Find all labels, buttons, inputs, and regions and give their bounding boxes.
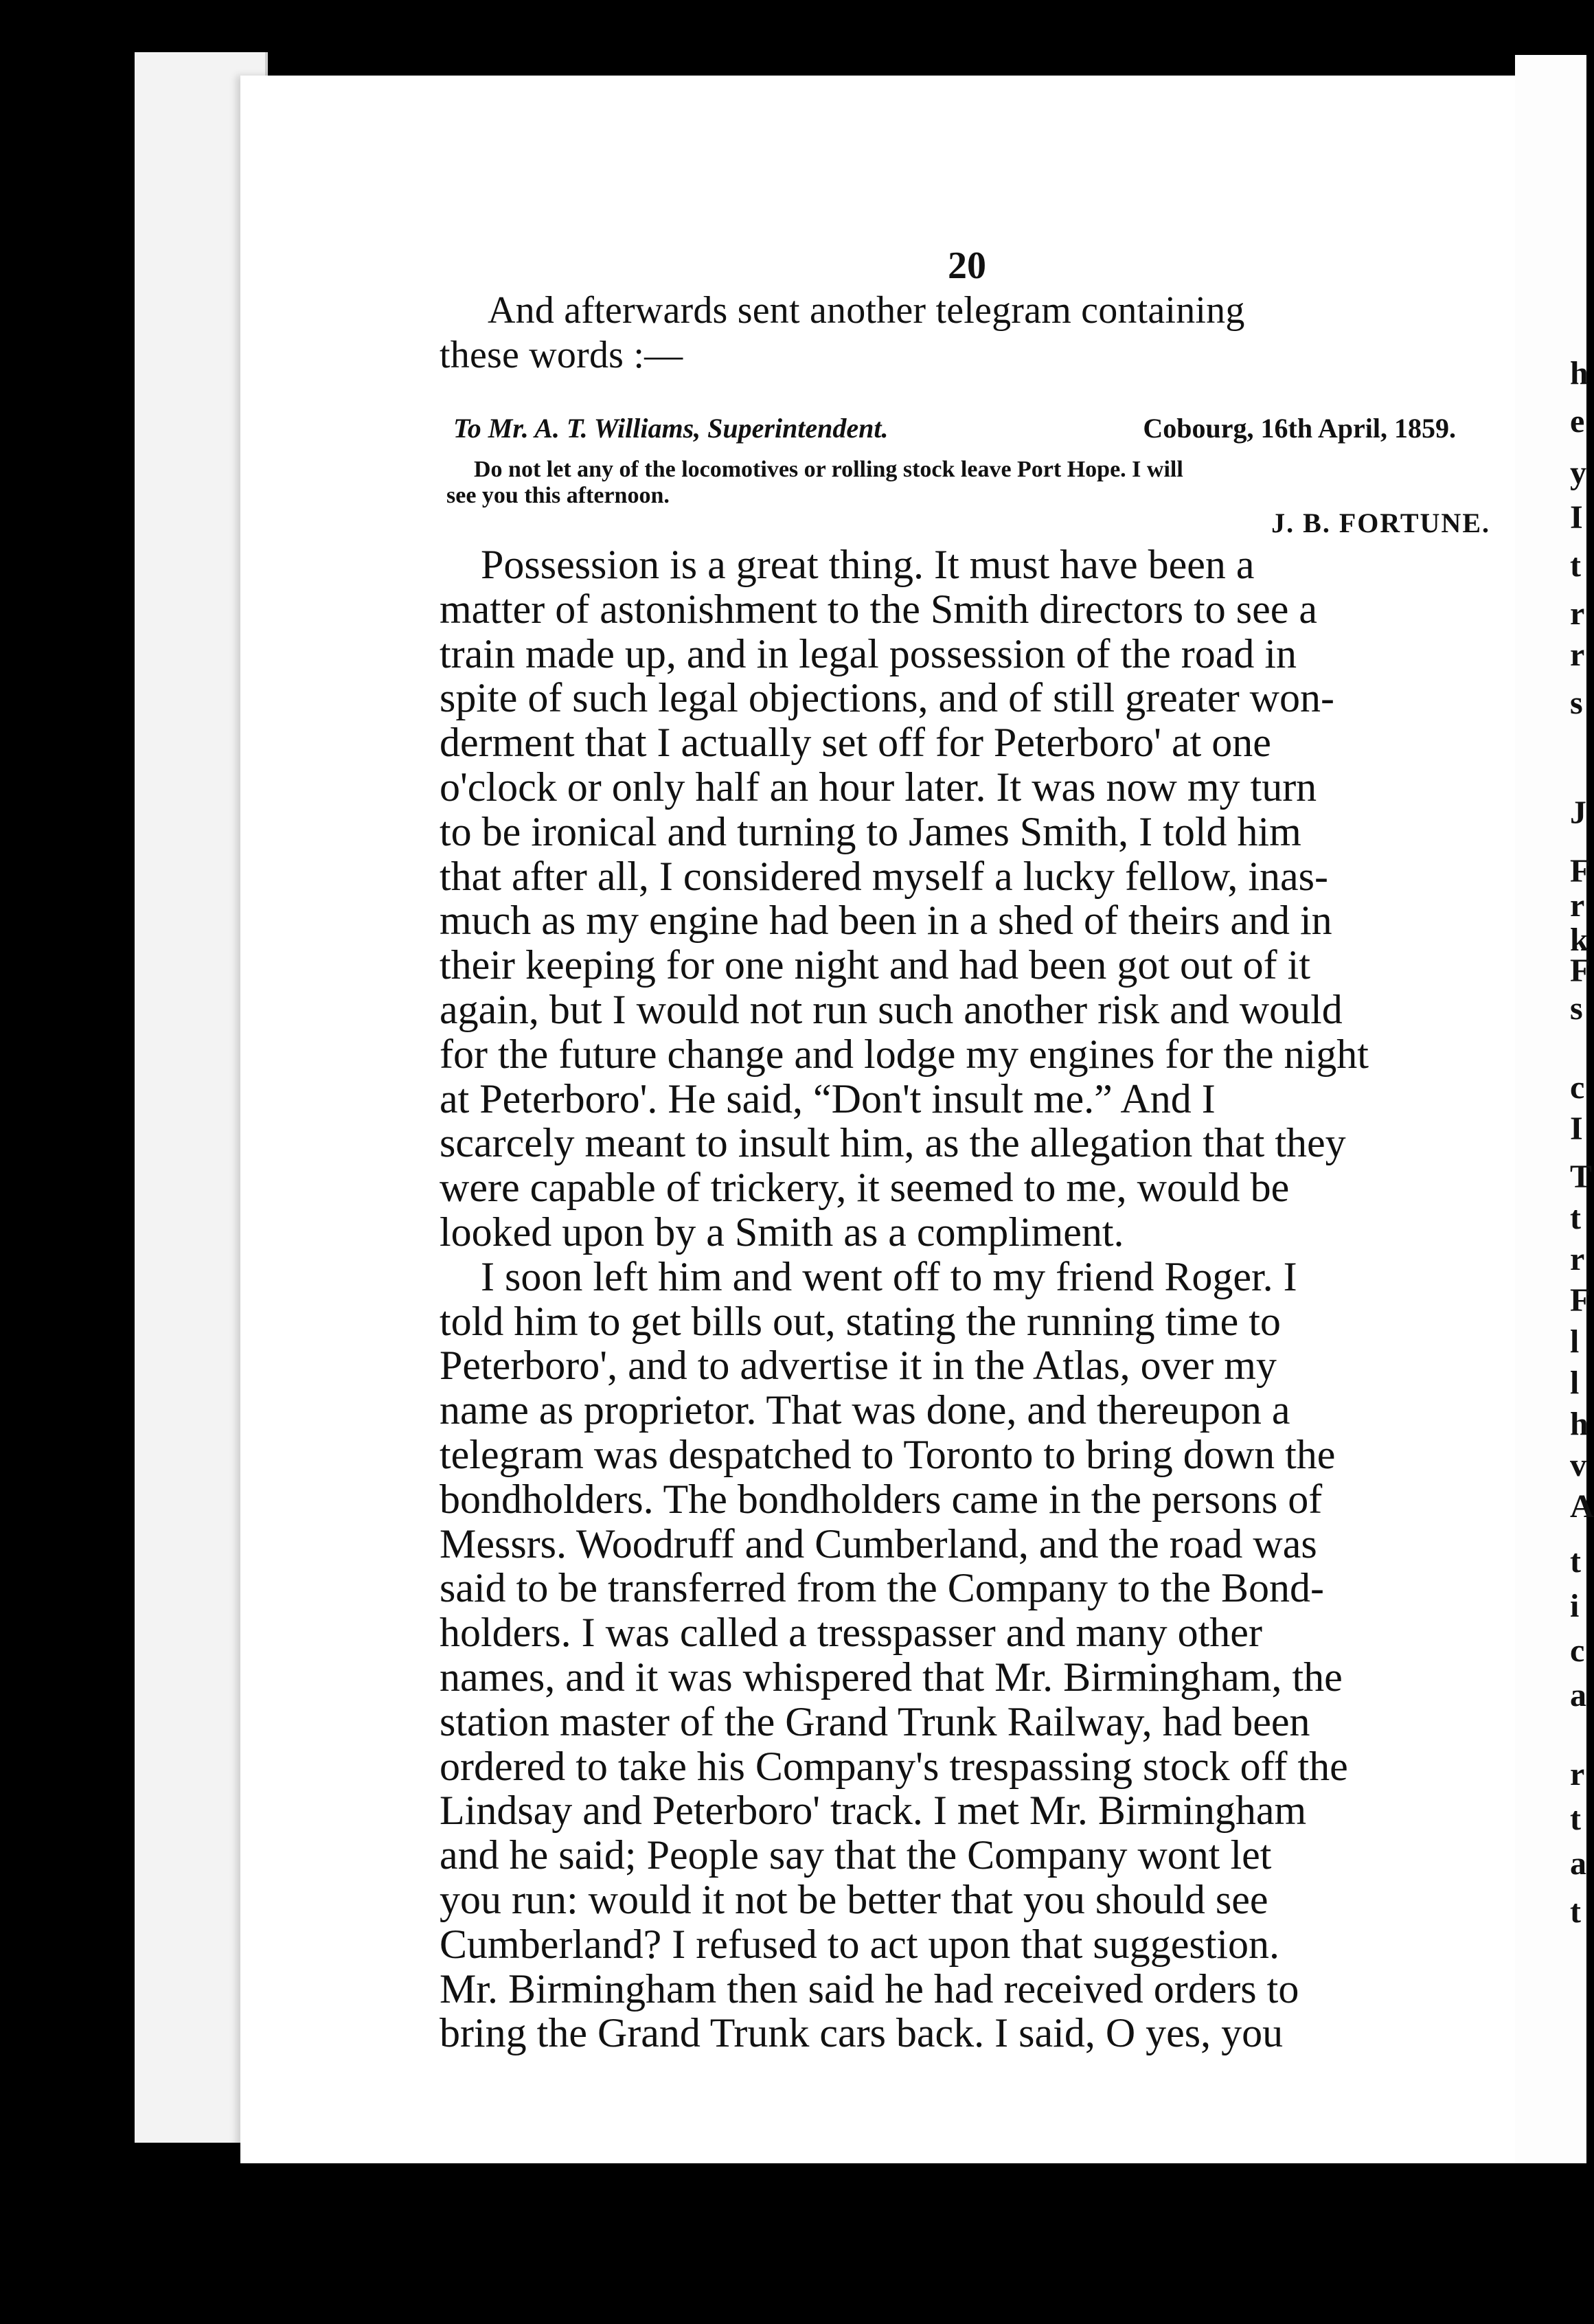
body-line: matter of astonishment to the Smith directors to see a xyxy=(440,586,1318,632)
next-page-edge-letter: s xyxy=(1570,990,1583,1027)
telegram-body xyxy=(446,457,1490,509)
telegram-recipient: To Mr. A. T. Williams, Superintendent. xyxy=(453,413,889,444)
body-line: station master of the Grand Trunk Railway, had been xyxy=(440,1698,1310,1744)
next-page-edge-letter: t xyxy=(1570,1543,1581,1580)
telegram-date: Cobourg, 16th April, 1859. xyxy=(1143,413,1456,444)
body-line: again, but I would not run such another risk and would xyxy=(440,986,1343,1032)
next-page-edge xyxy=(1515,55,1594,2163)
body-line: looked upon by a Smith as a compliment. xyxy=(440,1209,1124,1255)
next-page-edge-letter: r xyxy=(1570,887,1585,924)
body-line: holders. I was called a tresspasser and many other xyxy=(440,1610,1262,1656)
next-page-edge-letter: r xyxy=(1570,1756,1585,1792)
body-line: to be ironical and turning to James Smith, I told him xyxy=(440,808,1301,854)
next-page-edge-letter: F xyxy=(1570,1282,1591,1319)
telegram-line: Do not let any of the locomotives or rolling stock leave Port Hope. I will xyxy=(474,457,1183,482)
next-page-edge-letter: l xyxy=(1570,1365,1580,1401)
intro-line: And afterwards sent another telegram containing xyxy=(488,289,1245,332)
body-line: their keeping for one night and had been got out of it xyxy=(440,942,1310,988)
body-line: you run: would it not be better that you should see xyxy=(440,1876,1268,1922)
body-line: Lindsay and Peterboro' track. I met Mr. Birmingham xyxy=(440,1788,1307,1834)
body-line: Cumberland? I refused to act upon that suggestion. xyxy=(440,1921,1280,1967)
next-page-edge-letter: A xyxy=(1570,1488,1594,1525)
body-line: were capable of trickery, it seemed to me, would be xyxy=(440,1165,1290,1211)
next-page-edge-letter: v xyxy=(1570,1447,1586,1483)
body-line: I soon left him and went off to my friend Roger. I xyxy=(481,1253,1297,1299)
next-page-edge-letter: h xyxy=(1570,355,1589,391)
body-line: at Peterboro'. He said, “Don't insult me.” And I xyxy=(440,1075,1216,1121)
body-line: bondholders. The bondholders came in the persons of xyxy=(440,1476,1323,1522)
next-page-edge-letter: a xyxy=(1570,1677,1586,1713)
body-line: name as proprietor. That was done, and thereupon a xyxy=(440,1387,1290,1433)
next-page-edge-letter: t xyxy=(1570,1801,1581,1837)
next-page-edge-letter: r xyxy=(1570,637,1585,673)
next-page-edge-letter: s xyxy=(1570,685,1583,721)
next-page-edge-letter: c xyxy=(1570,1632,1585,1669)
next-page-edge-letter: t xyxy=(1570,547,1581,584)
body-line: spite of such legal objections, and of still greater won- xyxy=(440,675,1334,721)
next-page-edge-letter: r xyxy=(1570,595,1585,632)
body-line: telegram was despatched to Toronto to bring down the xyxy=(440,1431,1336,1477)
next-page-edge-letter: F xyxy=(1570,953,1591,989)
next-page-edge-letter: l xyxy=(1570,1323,1580,1360)
next-page-edge-letter: h xyxy=(1570,1406,1589,1442)
next-page-edge-letter: a xyxy=(1570,1845,1586,1882)
next-page-edge-letter: t xyxy=(1570,1893,1581,1930)
next-page-edge-letter: k xyxy=(1570,922,1589,958)
next-page-edge-letter: t xyxy=(1570,1200,1581,1236)
body-line: for the future change and lodge my engines for the night xyxy=(440,1031,1369,1077)
body-line: scarcely meant to insult him, as the allegation that they xyxy=(440,1120,1346,1166)
body-line: derment that I actually set off for Peterboro' at one xyxy=(440,720,1271,766)
next-page-edge-letter: T xyxy=(1570,1159,1593,1195)
body-text xyxy=(440,543,1490,2055)
body-line: o'clock or only half an hour later. It was now my turn xyxy=(440,764,1317,810)
body-line: that after all, I considered myself a lucky fellow, inas- xyxy=(440,853,1328,899)
next-page-edge-letter: I xyxy=(1570,499,1583,536)
body-line: train made up, and in legal possession of the road in xyxy=(440,630,1297,676)
telegram-signature: J. B. FORTUNE. xyxy=(1271,508,1490,538)
body-line: said to be transferred from the Company to the Bond- xyxy=(440,1565,1325,1611)
intro-paragraph xyxy=(440,288,1490,377)
body-line: Peterboro', and to advertise it in the Atlas, over my xyxy=(440,1343,1277,1389)
next-page-edge-letter: r xyxy=(1570,1241,1585,1277)
body-line: and he said; People say that the Company wont let xyxy=(440,1832,1272,1878)
next-page-edge-letter: I xyxy=(1570,1110,1583,1147)
body-line: Messrs. Woodruff and Cumberland, and the road was xyxy=(440,1520,1317,1567)
next-page-edge-letter: F xyxy=(1570,853,1591,889)
body-line: names, and it was whispered that Mr. Birmingham, the xyxy=(440,1654,1343,1700)
next-page-edge-letter: e xyxy=(1570,403,1585,440)
next-page-edge-letter: i xyxy=(1570,1588,1580,1624)
body-line: Possession is a great thing. It must have been a xyxy=(481,542,1255,587)
body-line: ordered to take his Company's trespassing stock off the xyxy=(440,1743,1348,1789)
telegram-line: see you this afternoon. xyxy=(446,483,670,508)
telegram-header xyxy=(453,412,1490,444)
intro-line: these words :— xyxy=(440,333,683,376)
page-number: 20 xyxy=(948,244,986,287)
body-line: much as my engine had been in a shed of theirs and in xyxy=(440,898,1332,944)
next-page-edge-letter: J xyxy=(1570,795,1586,831)
next-page-edge-letter: y xyxy=(1570,455,1586,491)
body-line: bring the Grand Trunk cars back. I said, O yes, you xyxy=(440,2010,1284,2056)
next-page-edge-letter: c xyxy=(1570,1069,1585,1106)
body-line: Mr. Birmingham then said he had received orders to xyxy=(440,1966,1299,2012)
body-line: told him to get bills out, stating the running time to xyxy=(440,1298,1281,1344)
